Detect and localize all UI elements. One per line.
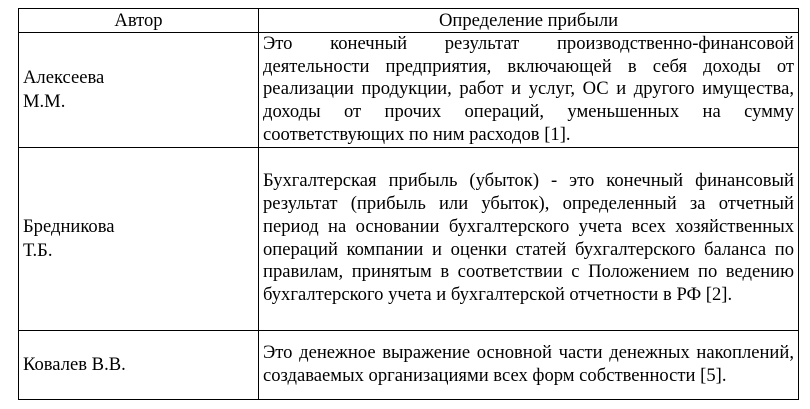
author-name: Бредникова — [23, 215, 115, 237]
table-row — [19, 330, 799, 399]
author-cell — [19, 33, 259, 148]
author-name: Алексеева — [23, 66, 105, 88]
profit-definitions-table — [18, 8, 799, 400]
table-row — [19, 147, 799, 330]
definition-cell: Бухгалтерская прибыль (убыток) - это конечный финансовый результат (прибыль или убыток), определенный за отчетный период на основании бухгалтерского учета всех хозяйственных операций компании и оценки статей бухгалтерского баланса по правилам, принятым в соответствии с Положением по ведению бухгалтерского учета и бухгалтерской отчетности в РФ [2]. — [259, 147, 799, 330]
author-initials: Т.Б. — [23, 239, 53, 261]
definition-cell: Это денежное выражение основной части денежных накоплений, создаваемых организациями всех форм собственности [5]. — [259, 330, 799, 399]
definition-cell: Это конечный результат производственно-финансовой деятельности предприятия, включающей в себя доходы от реализации продукции, работ и услуг, ОС и другого имущества, доходы от прочих операций, уменьшенных на сумму соответствующих по ним расходов [1]. — [259, 33, 799, 148]
author-initials: М.М. — [23, 90, 66, 112]
table-row — [19, 33, 799, 148]
header-definition: Определение прибыли — [259, 9, 799, 33]
author-name: Ковалев В.В. — [23, 353, 126, 375]
author-cell — [19, 147, 259, 330]
table-header-row — [19, 9, 799, 33]
header-author: Автор — [19, 9, 259, 33]
author-cell — [19, 330, 259, 399]
